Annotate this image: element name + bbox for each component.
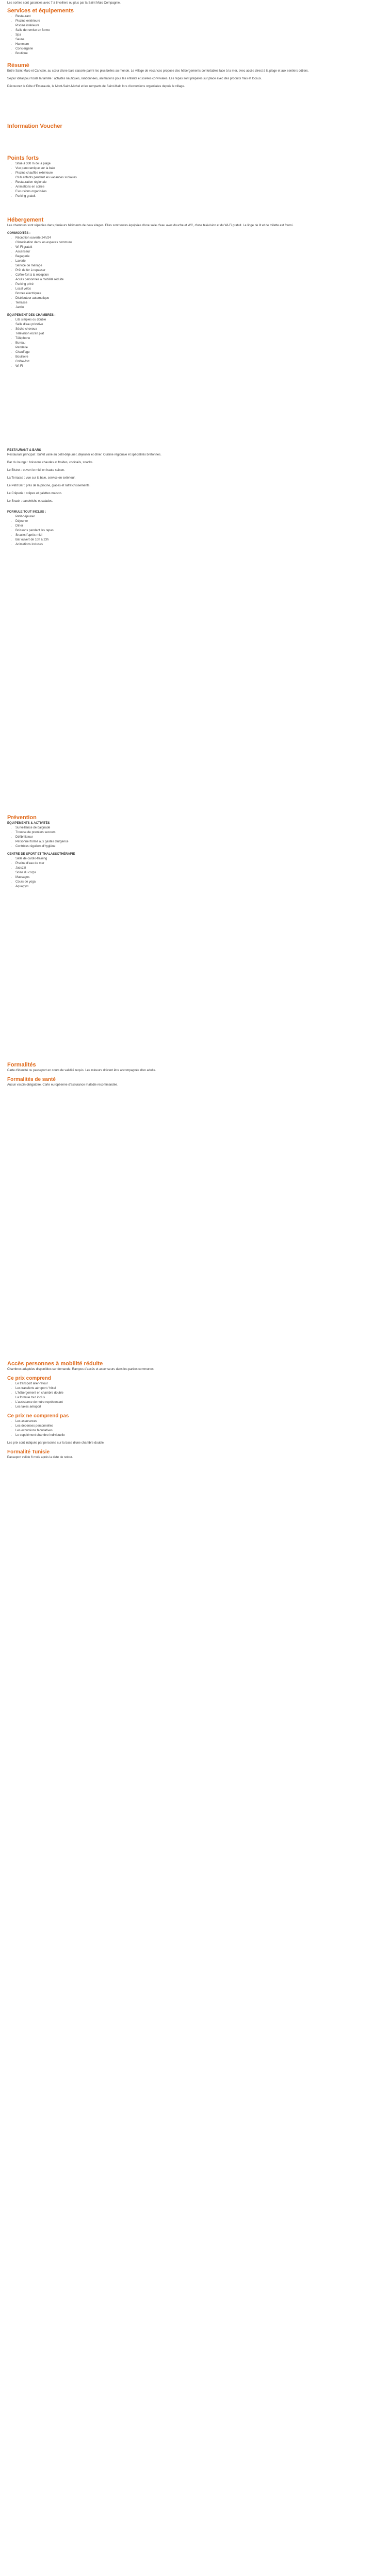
equipement-item: • Bouilloire: [15, 355, 384, 360]
commodite-item: • Parking privé: [15, 282, 384, 287]
equipement-item: • Salle d'eau privative: [15, 323, 384, 327]
equipement-item: • Penderie: [15, 346, 384, 350]
ce-prix-list: [7, 1382, 384, 1410]
formalites-title: Formalités: [7, 1062, 36, 1068]
ce-prix-item: • Les transferts aéroport / hôtel: [15, 1386, 384, 1391]
formalites-text: Carte d'identité ou passeport en cours de validité requis. Les mineurs doivent être accompagnés d'un adulte.: [7, 1069, 156, 1072]
ne-prix-item: • Les dépenses personnelles: [15, 1424, 384, 1429]
service-item: • Spa: [15, 33, 384, 38]
resume-title: Résumé: [7, 62, 29, 69]
point-fort-item: • Restauration régionale: [15, 180, 384, 185]
ce-prix-item: • Le transport aller-retour: [15, 1382, 384, 1386]
prevention-list: [7, 826, 384, 849]
centre-item: • Piscine d'eau de mer: [15, 861, 384, 866]
commodite-item: • Bagagerie: [15, 255, 384, 259]
point-fort-item: • Parking gratuit: [15, 194, 384, 199]
resume-paragraph: Entre Saint-Malo et Cancale, au cœur d'une baie classée parmi les plus belles au monde. Le village de vacances propose des hébergements confortables face à la mer, avec accès direct à la plage et aux sentiers côtiers.: [7, 70, 309, 73]
restaurant-label: RESTAURANT & BARS: [7, 449, 41, 452]
ne-prix-item: • Les assurances: [15, 1419, 384, 1424]
prevention-label: ÉQUIPEMENTS & ACTIVITÉS: [7, 822, 50, 825]
prix-note: Les prix sont indiqués par personne sur la base d'une chambre double.: [7, 1442, 105, 1445]
ne-prix-list: [7, 1419, 384, 1438]
centre-item: • Soins du corps: [15, 871, 384, 875]
resume-paragraph: Découvrez la Côte d'Émeraude, le Mont-Saint-Michel et les remparts de Saint-Malo lors d'excursions organisées depuis le village.: [7, 85, 185, 88]
restaurant-line: Le Snack : sandwichs et salades.: [7, 500, 53, 503]
commodite-item: • Laverie: [15, 259, 384, 264]
commodite-item: • Bornes électriques: [15, 292, 384, 296]
service-item: • Sauna: [15, 38, 384, 42]
centre-item: • Massages: [15, 875, 384, 880]
intro-text: Les sorties sont garanties avec 7 à 8 voiliers ou plus par la Saint Malo Compagnie.: [7, 2, 121, 5]
commodite-item: • Wi-Fi gratuit: [15, 245, 384, 250]
service-item: • Restaurant: [15, 14, 384, 19]
hebergement-text: Les chambres sont réparties dans plusieurs bâtiments de deux étages. Elles sont toutes équipées d'une salle d'eau avec douche et WC, d'une télévision et du Wi-Fi gratuit. Le linge de lit et de toilette est fourni.: [7, 224, 294, 227]
centre-item: • Jacuzzi: [15, 866, 384, 871]
point-fort-item: • Club enfants pendant les vacances scolaires: [15, 176, 384, 180]
formalite-tunisie-title: Formalité Tunisie: [7, 1449, 50, 1455]
prevention-item: • Contrôles réguliers d'hygiène: [15, 844, 384, 849]
formule-item: • Dîner: [15, 524, 384, 529]
point-fort-item: • Animations en soirée: [15, 185, 384, 190]
service-item: • Conciergerie: [15, 47, 384, 52]
sante-title: Formalités de santé: [7, 1077, 56, 1082]
formule-list: [7, 515, 384, 547]
commodite-item: • Coffre-fort à la réception: [15, 273, 384, 278]
equip-label: ÉQUIPEMENT DES CHAMBRES :: [7, 314, 56, 317]
equipement-item: • Télévision écran plat: [15, 332, 384, 336]
acces-text: Chambres adaptées disponibles sur demande. Rampes d'accès et ascenseurs dans les parties communes.: [7, 1368, 155, 1371]
restaurant-lines: [7, 453, 384, 504]
commodite-item: • Ascenseur: [15, 250, 384, 255]
commodite-item: • Climatisation dans les espaces communs: [15, 241, 384, 245]
prevention-item: • Surveillance de baignade: [15, 826, 384, 831]
ne-prix-item: • Le supplément chambre individuelle: [15, 1433, 384, 1438]
commodites-list: [7, 236, 384, 310]
centre-item: • Cours de yoga: [15, 880, 384, 885]
equipement-item: • Lits simples ou double: [15, 318, 384, 323]
commodite-item: • Accès personnes à mobilité réduite: [15, 278, 384, 282]
formule-label: FORMULE TOUT INCLUS :: [7, 511, 46, 514]
commodite-item: • Local vélos: [15, 287, 384, 292]
commodite-item: • Jardin: [15, 306, 384, 310]
commodite-item: • Prêt de fer à repasser: [15, 268, 384, 273]
formule-item: • Animations incluses: [15, 543, 384, 547]
equipement-item: • Téléphone: [15, 336, 384, 341]
equipement-item: • Coffre-fort: [15, 360, 384, 364]
formalite-tunisie-text: Passeport valide 6 mois après la date de retour.: [7, 1456, 73, 1459]
equipement-item: • Chauffage: [15, 350, 384, 355]
commodites-label: COMMODITÉS :: [7, 232, 30, 235]
service-item: • Piscine extérieure: [15, 19, 384, 24]
point-fort-item: • Piscine chauffée extérieure: [15, 171, 384, 176]
ce-prix-item: • L'hébergement en chambre double: [15, 1391, 384, 1396]
sante-text: Aucun vaccin obligatoire. Carte européenne d'assurance maladie recommandée.: [7, 1083, 118, 1087]
points-title: Points forts: [7, 155, 39, 161]
prevention-item: • Défibrillateur: [15, 835, 384, 840]
commodite-item: • Service de ménage: [15, 264, 384, 268]
ce-prix-item: • Les taxes aéroport: [15, 1405, 384, 1410]
ne-prix-item: • Les excursions facultatives: [15, 1429, 384, 1433]
point-fort-item: • Excursions organisées: [15, 190, 384, 194]
formule-item: • Bar ouvert de 10h à 23h: [15, 538, 384, 543]
formule-item: • Snacks l'après-midi: [15, 533, 384, 538]
acces-title: Accès personnes à mobilité réduite: [7, 1361, 103, 1367]
ce-prix-item: • L'assistance de notre représentant: [15, 1400, 384, 1405]
commodite-item: • Réception ouverte 24h/24: [15, 236, 384, 241]
prevention-item: • Personnel formé aux gestes d'urgence: [15, 840, 384, 844]
equipement-item: • Sèche-cheveux: [15, 327, 384, 332]
ce-prix-title: Ce prix comprend: [7, 1376, 52, 1381]
centre-item: • Aquagym: [15, 885, 384, 889]
point-fort-item: • Situé à 300 m de la plage: [15, 162, 384, 166]
prevention-title: Prévention: [7, 815, 37, 821]
restaurant-line: Bar du lounge : boissons chaudes et froides, cocktails, snacks.: [7, 461, 93, 464]
restaurant-line: La Terrasse : vue sur la baie, service en extérieur.: [7, 477, 76, 480]
point-fort-item: • Vue panoramique sur la baie: [15, 166, 384, 171]
centre-label: CENTRE DE SPORT ET THALASSOTHÉRAPIE: [7, 853, 75, 856]
equipement-item: • Bureau: [15, 341, 384, 346]
hebergement-title: Hébergement: [7, 217, 44, 223]
ne-prix-title: Ce prix ne comprend pas: [7, 1413, 69, 1419]
formule-item: • Petit-déjeuner: [15, 515, 384, 519]
service-item: • Piscine intérieure: [15, 24, 384, 28]
services-list: [7, 14, 384, 56]
info-title: Information Voucher: [7, 123, 62, 129]
restaurant-line: Le Crêperie : crêpes et galettes maison.: [7, 492, 62, 495]
service-item: • Hammam: [15, 42, 384, 47]
service-item: • Boutique: [15, 52, 384, 56]
commodite-item: • Terrasse: [15, 301, 384, 306]
equipement-list: [7, 318, 384, 369]
commodite-item: • Distributeur automatique: [15, 296, 384, 301]
resume-paragraph: Séjour idéal pour toute la famille : activités nautiques, randonnées, animations pour les enfants et soirées conviviales. Les repas sont préparés sur place avec des produits frais et locaux.: [7, 77, 262, 80]
restaurant-line: Le Petit Bar : près de la piscine, glaces et rafraîchissements.: [7, 484, 91, 487]
ce-prix-item: • La formule tout inclus: [15, 1396, 384, 1400]
resume-paragraphs: [7, 69, 384, 89]
formule-item: • Boissons pendant les repas: [15, 529, 384, 533]
points-list: [7, 162, 384, 199]
centre-list: [7, 857, 384, 889]
prevention-item: • Trousse de premiers secours: [15, 831, 384, 835]
restaurant-line: Restaurant principal : buffet varié au petit-déjeuner, déjeuner et dîner. Cuisine régionale et spécialités bretonnes.: [7, 453, 161, 456]
services-title: Services et équipements: [7, 8, 74, 14]
centre-item: • Salle de cardio-training: [15, 857, 384, 861]
restaurant-line: Le Bistrot : ouvert le midi en haute saison.: [7, 469, 65, 472]
equipement-item: • Wi-Fi: [15, 364, 384, 369]
formule-item: • Déjeuner: [15, 519, 384, 524]
service-item: • Salle de remise en forme: [15, 28, 384, 33]
